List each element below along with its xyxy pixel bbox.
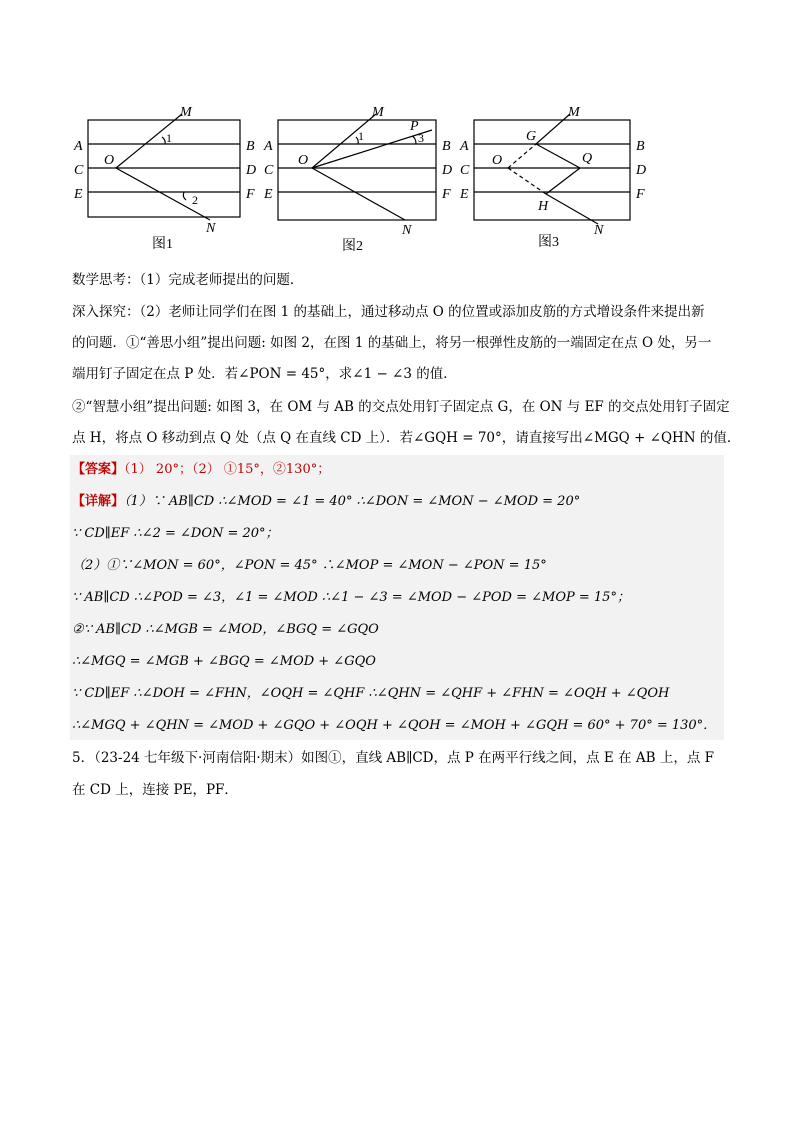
detail-line-3: （2）①∵∠MON = 60°，∠PON = 45° ∴∠MOP = ∠MON − ∠PON = 15° xyxy=(72,558,547,573)
fig1-label-m: M xyxy=(180,105,192,120)
fig1-label-n: N xyxy=(206,221,216,236)
fig2-label-a: A xyxy=(264,139,273,154)
fig2-label-c: C xyxy=(264,163,274,178)
q5-line-1: 5．（23-24 七年级下·河南信阳·期末）如图①，直线 AB∥CD，点 P 在两平行线之间，点 E 在 AB 上，点 F xyxy=(72,750,714,766)
fig3-label-a: A xyxy=(460,139,469,154)
fig2-label-m: M xyxy=(372,105,384,120)
fig2-label-o: O xyxy=(298,153,309,168)
fig2-label-n: N xyxy=(402,223,412,238)
fig1-angle-1: 1 xyxy=(166,131,172,145)
figure-2-labels xyxy=(263,105,452,254)
fig2-label-d: D xyxy=(442,163,453,178)
figure-3 xyxy=(474,114,630,224)
detail-line-1 xyxy=(72,492,580,512)
fig3-label-e: E xyxy=(460,187,469,202)
fig2-label-p: P xyxy=(410,119,419,134)
detail-line-1-text: （1）∵ AB∥CD ∴∠MOD = ∠1 = 40° ∴∠DON = ∠MON − ∠MOD = 20° xyxy=(124,494,581,509)
figure-1-labels xyxy=(73,105,256,252)
fig1-label-e: E xyxy=(74,187,83,202)
fig2-label-b: B xyxy=(442,139,451,154)
fig2-label-f: F xyxy=(442,187,451,202)
fig3-label-b: B xyxy=(636,139,645,154)
fig1-label-c: C xyxy=(74,163,84,178)
fig3-caption: 图3 xyxy=(538,235,559,250)
fig3-label-h: H xyxy=(538,199,549,214)
detail-tag: 【详解】 xyxy=(72,494,125,509)
fig2-label-e: E xyxy=(264,187,273,202)
fig3-label-f: F xyxy=(636,187,645,202)
fig1-label-f: F xyxy=(246,187,255,202)
fig3-label-o: O xyxy=(492,153,503,168)
fig1-angle-2: 2 xyxy=(192,193,198,207)
fig3-label-d: D xyxy=(636,163,647,178)
question-line-6: 点 H，将点 O 移动到点 Q 处（点 Q 在直线 CD 上）．若∠GQH = 70°，请直接写出∠MGQ + ∠QHN 的值． xyxy=(72,430,741,446)
fig3-label-c: C xyxy=(460,163,470,178)
fig1-label-a: A xyxy=(74,139,83,154)
fig2-angle-3: 3 xyxy=(418,131,424,145)
q5-line-2: 在 CD 上，连接 PE，PF． xyxy=(72,782,238,798)
answer-text: （1） 20°；（2） ①15°，②130°； xyxy=(124,462,331,477)
fig3-label-g: G xyxy=(526,129,537,144)
question-line-4: 端用钉子固定在点 P 处．若∠PON = 45°，求∠1 − ∠3 的值． xyxy=(72,366,457,382)
answer-tag: 【答案】 xyxy=(72,462,125,477)
question-line-2: 深入探究：（2）老师让同学们在图 1 的基础上，通过移动点 O 的位置或添加皮筋的方式增设条件来提出新 xyxy=(72,304,705,320)
question-line-5: ②“智慧小组”提出问题: 如图 3，在 OM 与 AB 的交点处用钉子固定点 G，在 ON 与 EF 的交点处用钉子固定 xyxy=(72,399,730,415)
fig2-caption: 图2 xyxy=(342,239,363,254)
figure-3-labels xyxy=(459,105,646,250)
figures-svg xyxy=(60,100,740,260)
fig1-label-b: B xyxy=(246,139,255,154)
fig1-caption: 图1 xyxy=(152,237,173,252)
detail-line-2: ∵ CD∥EF ∴∠2 = ∠DON = 20°； xyxy=(72,526,279,541)
detail-line-6: ∴∠MGQ = ∠MGB + ∠BGQ = ∠MOD + ∠GQO xyxy=(72,654,376,669)
detail-line-4: ∵ AB∥CD ∴∠POD = ∠3，∠1 = ∠MOD ∴∠1 − ∠3 = ∠MOD − ∠POD = ∠MOP = 15°； xyxy=(72,590,630,605)
figures-row xyxy=(60,100,740,260)
detail-line-5: ②∵ AB∥CD ∴∠MGB = ∠MOD，∠BGQ = ∠GQO xyxy=(72,622,379,637)
fig3-label-n: N xyxy=(594,223,604,238)
question-line-3: 的问题．①“善思小组”提出问题: 如图 2，在图 1 的基础上，将另一根弹性皮筋的一端固定在点 O 处，另一 xyxy=(72,335,712,351)
fig1-label-d: D xyxy=(246,163,257,178)
fig1-label-o: O xyxy=(104,153,115,168)
answer-line xyxy=(72,460,330,480)
detail-line-7: ∵ CD∥EF ∴∠DOH = ∠FHN，∠OQH = ∠QHF ∴∠QHN = ∠QHF + ∠FHN = ∠OQH + ∠QOH xyxy=(72,686,670,701)
fig3-label-q: Q xyxy=(582,151,593,166)
fig3-label-m: M xyxy=(568,105,580,120)
detail-line-8: ∴∠MGQ + ∠QHN = ∠MOD + ∠GQO + ∠OQH + ∠QOH = ∠MOH + ∠GQH = 60° + 70° = 130°． xyxy=(72,718,717,733)
question-line-1: 数学思考：（1）完成老师提出的问题． xyxy=(72,272,304,288)
fig2-angle-1: 1 xyxy=(358,129,364,143)
